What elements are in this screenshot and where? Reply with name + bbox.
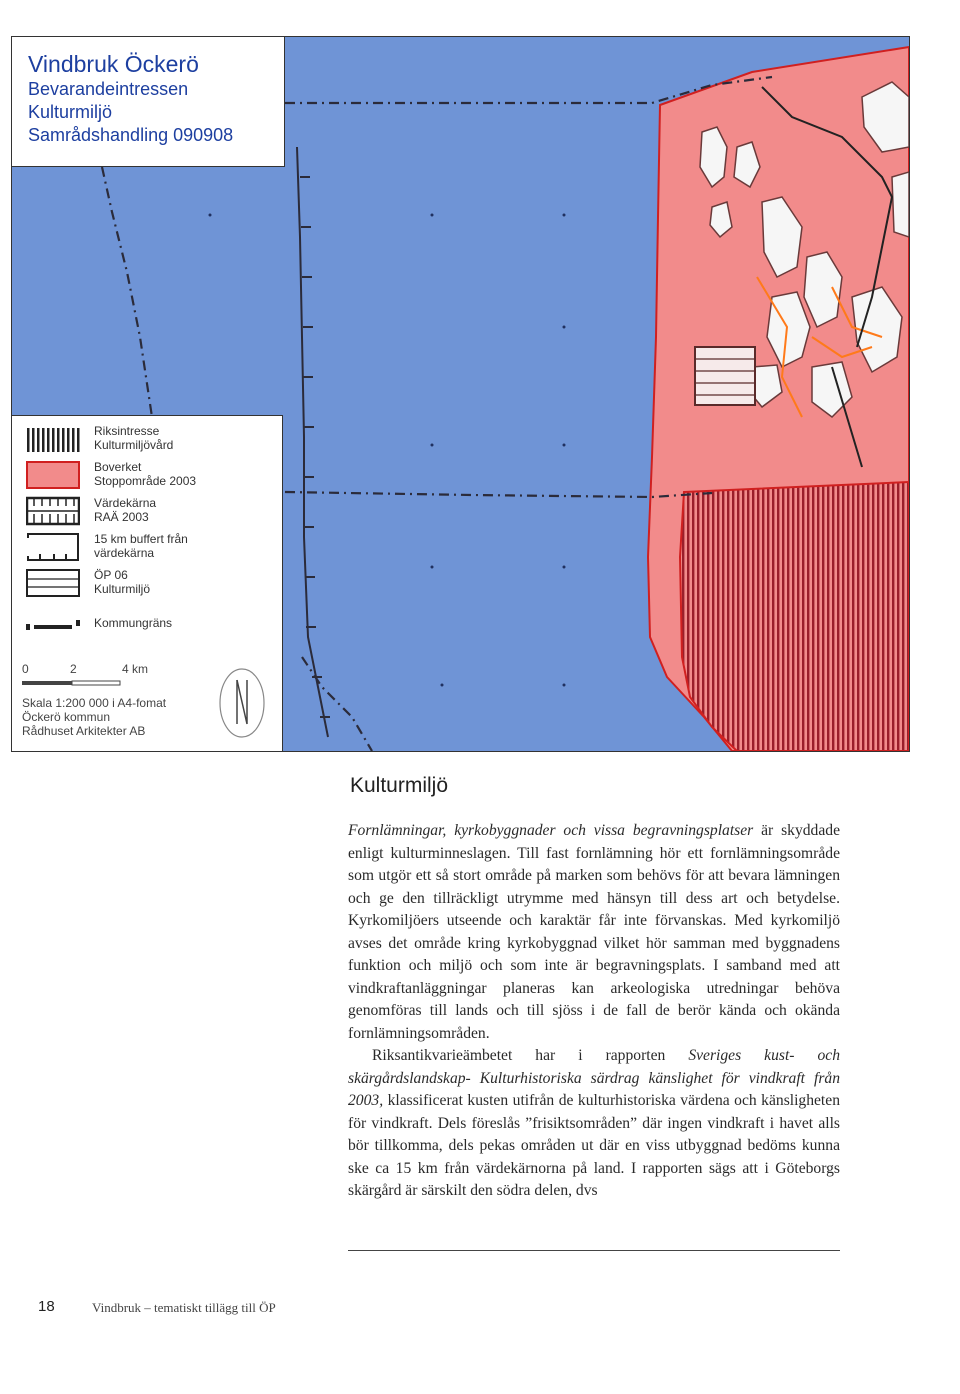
map-legend	[12, 415, 283, 752]
org-name-2: Rådhuset Arkitekter AB	[22, 724, 146, 738]
footnote-rule	[348, 1250, 840, 1251]
scale-ticks	[22, 662, 149, 676]
varde-karna-box	[695, 347, 755, 405]
map-subtitle-3: Samrådshandling 090908	[28, 125, 234, 145]
map-title-box	[12, 37, 285, 167]
legend-label-4a: 15 km buffert från	[94, 532, 188, 546]
page-number: 18	[38, 1298, 55, 1315]
north-arrow-icon	[217, 666, 267, 740]
legend-label-3b: RAÄ 2003	[94, 510, 149, 524]
legend-label-1a: Riksintresse	[94, 424, 160, 438]
scale-bar	[22, 680, 122, 686]
lined-box-icon	[26, 568, 80, 598]
map-title: Vindbruk Öckerö	[28, 51, 199, 77]
buffer-line	[297, 147, 330, 737]
scale-tick-2: 2	[70, 662, 77, 676]
p1-rest: är skyddade enligt kulturminneslagen. Till fast fornlämning hör ett fornlämningsområde som utgör ett så stort område på marken som behövs för att bevara lämningen och ge den tillräckligt utrymme med hänsyn till dess art och betydelse. Kyrkomiljöers utseende och karaktär får inte förvanskas. Med kyrkomiljö avses det område kring kyrkobyggnad vilket hör samman med byggnadens funktion och miljö och som inte är begravningsplats. I samband med att vindkraftanläggningar planeras kan arkeologiska utredningar behöva genomföras till lands och till sjöss i de fall de berör kända och okända fornlämningsområden.	[348, 822, 840, 1042]
legend-label-2b: Stoppområde 2003	[94, 474, 197, 488]
p2-rest: klassificerat kusten utifrån de kulturhistoriska värdena och känsligheten för vindkraft. Dels föreslås ”frisiktsområden” där ingen vindkraft i havet alls bör tillkomma, dels pekas områden ut där en viss utbyggnad bedöms kunna ske ca 15 km från värdekärnorna på land. I rapporten sägs att i Göteborgs skärgård är särskilt den södra delen, dvs	[348, 1092, 840, 1199]
org-name-1: Öckerö kommun	[22, 710, 111, 724]
body-text	[348, 820, 840, 1203]
paragraph-1	[348, 820, 840, 1045]
scale-tick-4: 4 km	[122, 662, 149, 676]
paragraph-2	[348, 1045, 840, 1203]
legend-label-1b: Kulturmiljövård	[94, 438, 174, 452]
pink-area-icon	[26, 460, 80, 490]
legend-item-boverket	[26, 460, 276, 494]
p1-italic: Fornlämningar, kyrkobyggnader och vissa begravningsplatser	[348, 822, 754, 839]
bracket-line-icon	[26, 532, 80, 562]
legend-label-6a: Kommungräns	[94, 616, 173, 630]
section-heading: Kulturmiljö	[350, 774, 449, 797]
riksintresse-area	[680, 482, 909, 751]
legend-item-buffert	[26, 532, 276, 566]
map	[11, 36, 910, 752]
legend-item-vardekarna	[26, 496, 276, 530]
legend-label-3a: Värdekärna	[94, 496, 157, 510]
map-subtitle-1: Bevarandeintressen	[28, 79, 189, 99]
vertical-hatch-icon	[26, 424, 80, 454]
legend-label-5b: Kulturmiljö	[94, 582, 151, 596]
scale-note: Skala 1:200 000 i A4-fomat	[22, 696, 167, 710]
legend-label-5a: ÖP 06	[94, 568, 128, 582]
dash-dot-line-icon	[26, 606, 80, 636]
scale-tick-0: 0	[22, 662, 29, 676]
legend-item-op06	[26, 568, 276, 602]
legend-item-riksintresse	[26, 424, 276, 458]
legend-item-kommungrans	[26, 606, 276, 640]
p2-start: Riksantikvarieämbetet har i rapporten	[372, 1047, 689, 1064]
p2-italic: Sveriges kust- och skärgårdslandskap- Kulturhistoriska särdrag känslighet för vindkraft från 2003,	[348, 1047, 840, 1109]
footer-title: Vindbruk – tematiskt tillägg till ÖP	[92, 1300, 276, 1315]
hatched-box-icon	[26, 496, 80, 526]
legend-label-2a: Boverket	[94, 460, 142, 474]
legend-label-4b: värdekärna	[94, 546, 155, 560]
map-subtitle-2: Kulturmiljö	[28, 102, 113, 122]
